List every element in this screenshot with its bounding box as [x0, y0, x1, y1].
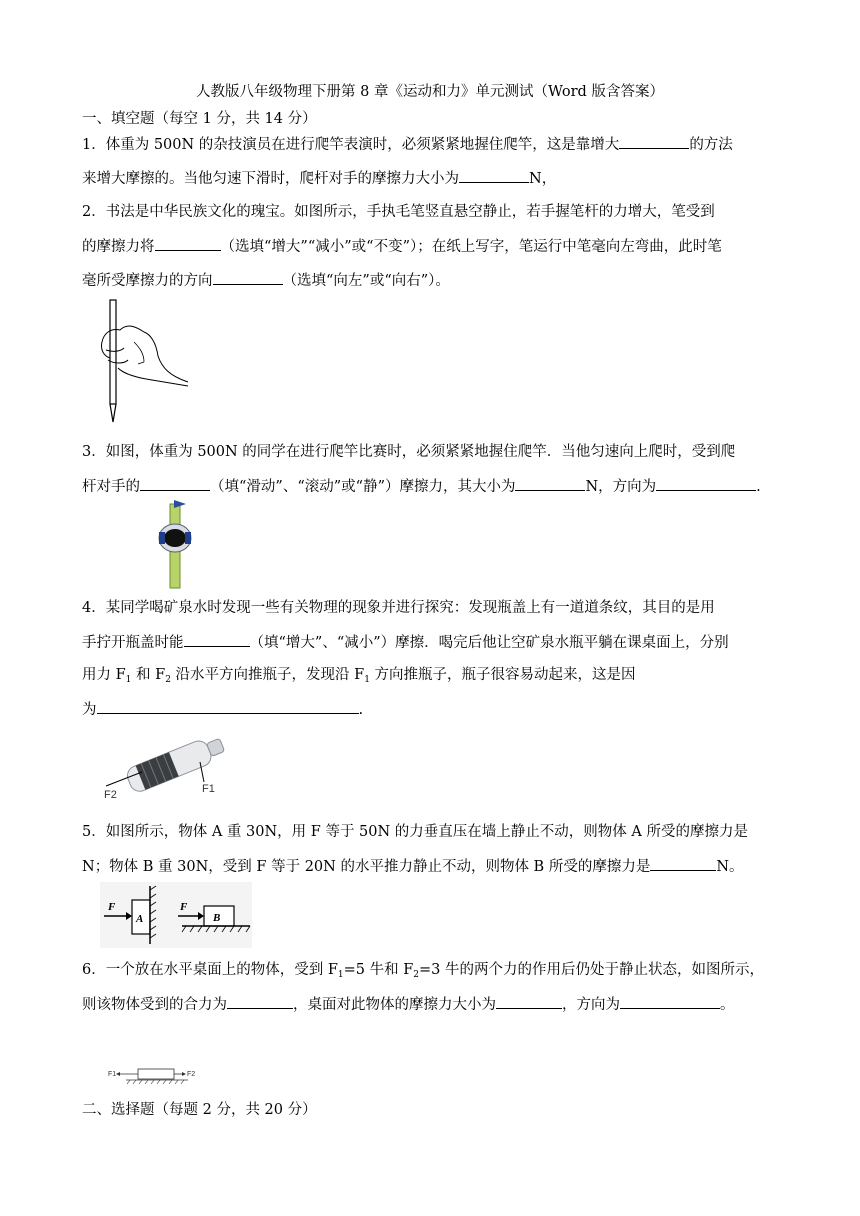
q2-text-4: （选填“向左”或“向右”）。: [282, 273, 450, 289]
block-b-force-label: F: [180, 901, 188, 913]
q2-text-3: 毫所受摩擦力的方向: [82, 273, 213, 289]
q4-text-4: 和 F: [131, 667, 166, 683]
q6-text-5: ，桌面对此物体的摩擦力大小为: [293, 997, 496, 1013]
section-fill-in: 一、填空题（每空 1 分，共 14 分）: [82, 111, 317, 127]
q3-text-4: .: [756, 479, 761, 495]
q3-blank-3[interactable]: [656, 476, 756, 491]
q4-line2: [82, 632, 782, 653]
q6-text-4: 则该物体受到的合力为: [82, 997, 227, 1013]
document-title: 人教版八年级物理下册第 8 章《运动和力》单元测试（Word 版含答案）: [196, 84, 664, 100]
block-a-label: A: [136, 913, 144, 925]
q6-text-6: ，方向为: [562, 997, 620, 1013]
q1-text-4: N，: [529, 171, 557, 187]
blocks-figure: [100, 882, 252, 948]
q5-text-1: N；物体 B 重 30N，受到 F 等于 20N 的水平推力静止不动，则物体 B 所受的摩擦力是: [82, 859, 651, 875]
q6-text-1: 6．一个放在水平桌面上的物体，受到 F: [82, 962, 338, 978]
q2-blank-1[interactable]: [155, 236, 221, 251]
q6-blank-1[interactable]: [227, 994, 293, 1009]
q3-line2: [82, 476, 782, 497]
q5-text-2: N。: [716, 859, 744, 875]
subscript: 2: [165, 675, 171, 685]
q1-line1: [82, 134, 782, 155]
q5-blank-1[interactable]: [650, 856, 716, 871]
q5-line1: 5．如图所示，物体 A 重 30N，用 F 等于 50N 的力垂直压在墙上静止不动，则物体 A 所受的摩擦力是: [82, 824, 748, 840]
subscript: 1: [364, 675, 370, 685]
q3-text-1: 杆对手的: [82, 479, 140, 495]
block-b-label: B: [213, 912, 221, 924]
q4-text-5: 沿水平方向推瓶子，发现沿 F: [170, 667, 365, 683]
subscript: 1: [125, 675, 132, 685]
q4-line3: [82, 665, 782, 690]
q5-line2: [82, 856, 782, 877]
q2-blank-2[interactable]: [213, 270, 283, 285]
q1-line2: [82, 168, 782, 189]
bottle-label-f1: F1: [202, 783, 215, 795]
q6-line1: [82, 960, 782, 985]
q4-blank-2[interactable]: [97, 699, 359, 714]
q1-blank-2[interactable]: [459, 168, 529, 183]
q4-line1: 4．某同学喝矿泉水时发现一些有关物理的现象并进行探究：发现瓶盖上有一道道条纹，其目的是用: [82, 600, 715, 616]
forces-figure: [108, 1066, 198, 1088]
q6-text-3: =3 牛的两个力的作用后仍处于静止状态，如图所示，: [419, 962, 765, 978]
q4-text-3: 用力 F: [82, 667, 126, 683]
q6-text-2: =5 牛和 F: [343, 962, 414, 978]
q4-text-1: 手拧开瓶盖时能: [82, 635, 184, 651]
q4-text-6: 方向推瓶子，瓶子很容易动起来，这是因: [369, 667, 636, 683]
q2-text-2: （选填“增大”“减小”或“不变”）；在纸上写字，笔运行中笔毫向左弯曲，此时笔: [220, 239, 722, 255]
q1-blank-1[interactable]: [619, 134, 689, 149]
q2-line1: 2．书法是中华民族文化的瑰宝。如图所示，手执毛笔竖直悬空静止，若手握笔杆的力增大，笔受到: [82, 204, 715, 220]
q6-line2: [82, 994, 782, 1015]
bottle-figure: [102, 728, 242, 802]
q4-blank-1[interactable]: [184, 632, 250, 647]
q6-blank-3[interactable]: [620, 994, 720, 1009]
q1-text-2: 的方法: [689, 137, 733, 153]
bottle-label-f2: F2: [104, 789, 117, 801]
q2-text-1: 的摩擦力将: [82, 239, 155, 255]
q3-text-3: N，方向为: [585, 479, 657, 495]
q3-blank-2[interactable]: [515, 476, 585, 491]
brush-hand-figure: [98, 298, 190, 426]
section-multiple-choice: 二、选择题（每题 2 分，共 20 分）: [82, 1102, 317, 1118]
q1-text-3: 来增大摩擦的。当他匀速下滑时，爬杆对手的摩擦力大小为: [82, 171, 459, 187]
force-label-f2: F2: [187, 1071, 196, 1078]
subscript: 2: [413, 970, 420, 980]
subscript: 1: [337, 970, 344, 980]
q3-line1: 3．如图，体重为 500N 的同学在进行爬竿比赛时，必须紧紧地握住爬竿．当他匀速向上爬时，受到爬: [82, 444, 736, 460]
q6-blank-2[interactable]: [496, 994, 562, 1009]
q2-line3: [82, 270, 782, 291]
q6-text-7: 。: [720, 997, 735, 1013]
q2-line2: [82, 236, 782, 257]
q4-line4: [82, 699, 782, 720]
pole-climb-figure: [150, 498, 200, 590]
q4-text-7: 为: [82, 702, 97, 718]
q4-text-2: （填“增大”、“减小”）摩擦．喝完后他让空矿泉水瓶平躺在课桌面上，分别: [249, 635, 729, 651]
force-label-f1: F1: [108, 1071, 117, 1078]
q3-text-2: （填“滑动”、“滚动”或“静”）摩擦力，其大小为: [210, 479, 516, 495]
block-a-force-label: F: [108, 901, 116, 913]
q3-blank-1[interactable]: [140, 476, 210, 491]
q1-text-1: 1．体重为 500N 的杂技演员在进行爬竿表演时，必须紧紧地握住爬竿，这是靠增大: [82, 137, 620, 153]
q4-text-8: .: [358, 702, 364, 718]
